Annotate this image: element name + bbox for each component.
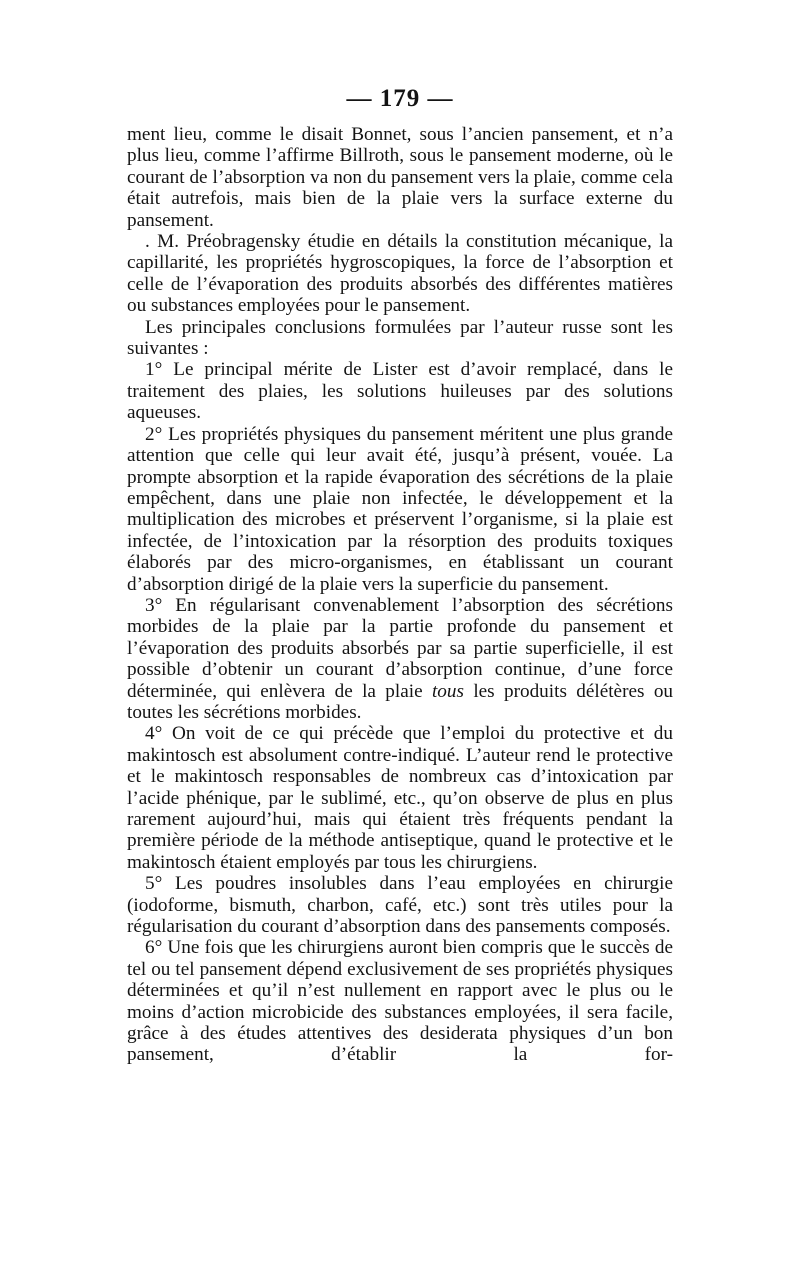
paragraph-continuation: ment lieu, comme le disait Bonnet, sous l’ancien pansement, et n’a plus lieu, comme l’affirme Billroth, sous le pansement moderne, où le courant de l’absorption va non du pansement vers la plaie, comme cela était autrefois, mais bien de la plaie vers la surface externe du pansement. xyxy=(127,124,673,231)
paragraph-conclusion-1: 1° Le principal mérite de Lister est d’avoir remplacé, dans le traitement des plaies, les solutions huileuses par des solutions aqueuses. xyxy=(127,359,673,424)
paragraph-conclusion-6: 6° Une fois que les chirurgiens auront bien compris que le succès de tel ou tel pansement dépend exclusivement de ses propriétés physiques déterminées et qu’il n’est nullement en rapport avec le plus ou le moins d’action microbicide des substances employées, il sera facile, grâce à des études attentives des desiderata physiques d’un bon pansement, d’établir la for- xyxy=(127,937,673,1066)
paragraph-conclusion-5: 5° Les poudres insolubles dans l’eau employées en chirurgie (iodoforme, bismuth, charbon, café, etc.) sont très utiles pour la régularisation du courant d’absorption dans des pansements composés. xyxy=(127,873,673,938)
page-number-header: — 179 — xyxy=(346,85,454,112)
paragraph-conclusion-3 xyxy=(127,595,673,723)
paragraph-preobragensky: . M. Préobragensky étudie en détails la constitution mécanique, la capillarité, les propriétés hygroscopiques, la force de l’absorption et celle de l’évaporation des produits absorbés des différentes matières ou substances employées pour le pansement. xyxy=(127,231,673,317)
conclusion-3-text-start: 3° En régularisant convenablement l’absorption des sécrétions morbides de la plaie par la partie profonde du pansement et l’évaporation des produits absorbés par sa partie superficielle, il est possible d’obtenir un courant d’absorption continue, d’une force déterminée, qui enlèvera de la plaie xyxy=(127,594,673,702)
paragraph-conclusions-intro: Les principales conclusions formulées par l’auteur russe sont les suivantes : xyxy=(127,316,673,360)
paragraph-conclusion-4: 4° On voit de ce qui précède que l’emploi du protective et du makintosch est absolument contre-indiqué. L’auteur rend le protective et le makintosch responsables de nombreux cas d’intoxication par l’acide phénique, par le sublimé, etc., qu’on observe de plus en plus rarement aujourd’hui, mais qui étaient très fréquents pendant la première période de la méthode antiseptique, quand le protective et le makintosch étaient employés par tous les chirurgiens. xyxy=(127,723,673,873)
paragraph-conclusion-2: 2° Les propriétés physiques du pansement méritent une plus grande attention que celle qui leur avait été, jusqu’à présent, vouée. La prompte absorption et la rapide évaporation des sécrétions de la plaie empêchent, dans une plaie non infectée, le développement et la multiplication des microbes et préservent l’organisme, si la plaie est infectée, de l’intoxication par la résorption des produits toxiques élaborés par des micro-organismes, en établissant un courant d’absorption dirigé de la plaie vers la superficie du pansement. xyxy=(127,423,673,595)
page-body xyxy=(127,124,673,1066)
conclusion-3-italic-word: tous xyxy=(431,680,464,702)
conclusion-3-text-end: les produits délétères ou toutes les sécrétions morbides. xyxy=(127,680,674,723)
